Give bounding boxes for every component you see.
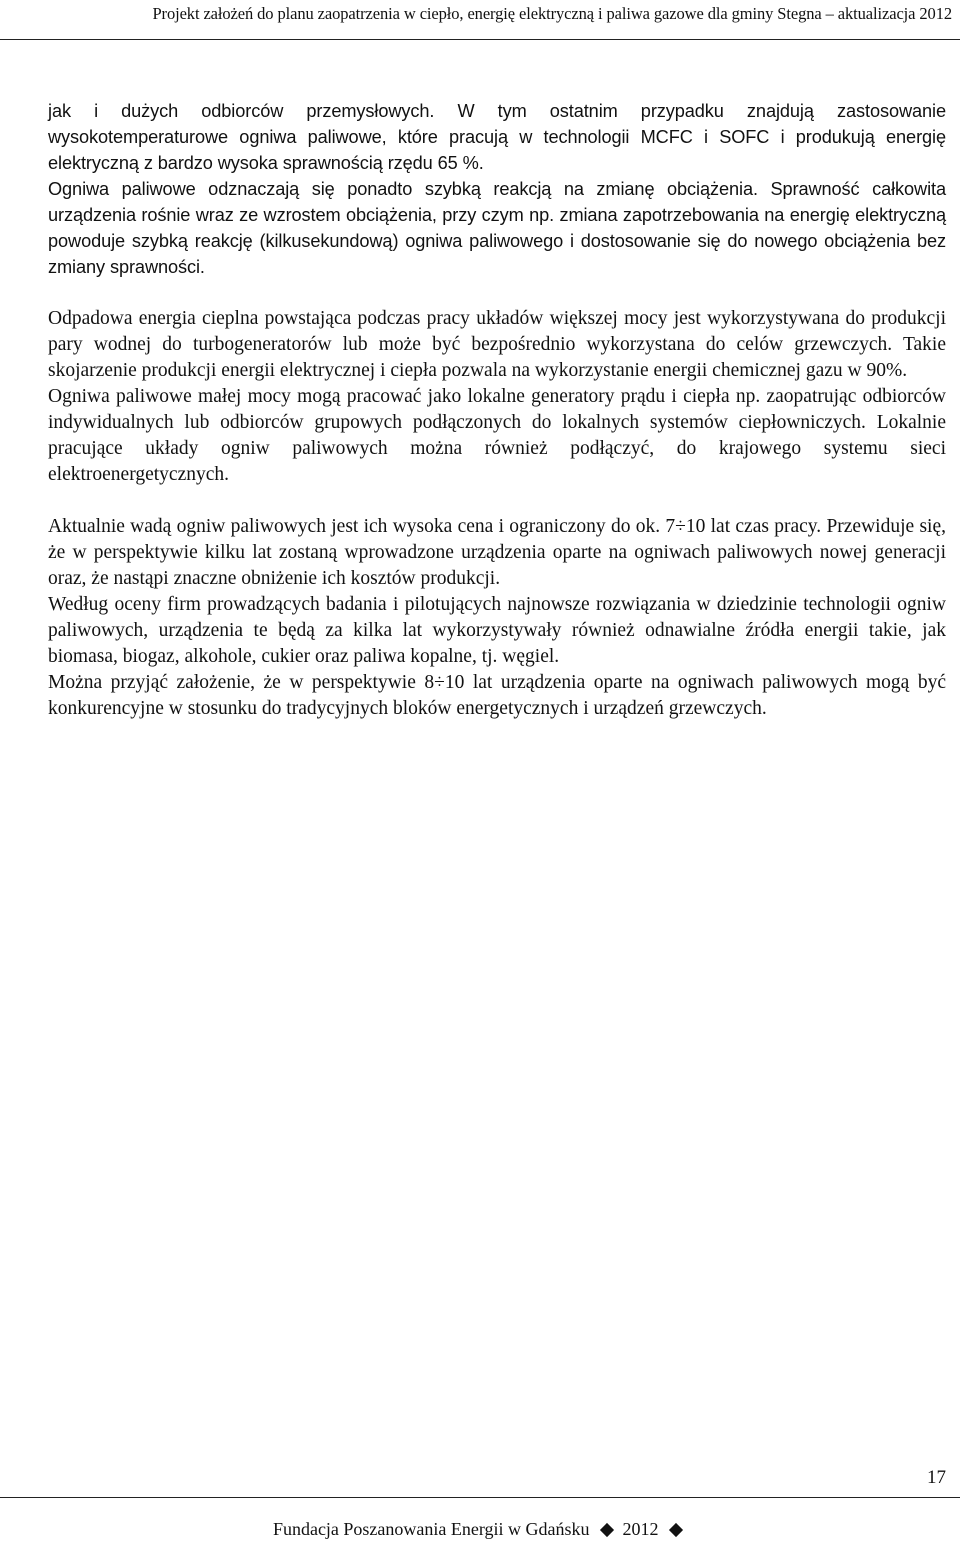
page-header: [0, 0, 960, 40]
header-title: Projekt założeń do planu zaopatrzenia w ciepło, energię elektryczną i paliwa gazowe dla gminy Stegna – aktualizacja 2012: [152, 4, 952, 23]
footer-year: 2012: [622, 1519, 659, 1539]
diamond-icon: [600, 1523, 614, 1537]
paragraph-3: Odpadowa energia cieplna powstająca podczas pracy układów większej mocy jest wykorzystywana do produkcji pary wodnej do turbogeneratorów lub może być bezpośrednio wykorzystana do celów grzewczych. Takie skojarzenie produkcji energii elektrycznej i ciepła pozwala na wykorzystanie energii chemicznej gazu w 90%.: [48, 308, 946, 381]
paragraph-6: Według oceny firm prowadzących badania i pilotujących najnowsze rozwiązania w dziedzinie technologii ogniw paliwowych, urządzenia te będą za kilka lat wykorzystywały również odnawialne źródła energii takie, jak biomasa, biogaz, alkohole, cukier oraz paliwa kopalne, tj. węgiel.: [48, 594, 946, 667]
paragraph-7: Można przyjąć założenie, że w perspektywie 8÷10 lat urządzenia oparte na ogniwach paliwowych mogą być konkurencyjne w stosunku do tradycyjnych bloków energetycznych i urządzeń grzewczych.: [48, 672, 946, 719]
paragraph-5: Aktualnie wadą ogniw paliwowych jest ich wysoka cena i ograniczony do ok. 7÷10 lat czas pracy. Przewiduje się, że w perspektywie kilku lat zostaną wprowadzone urządzenia oparte na ogniwach paliwowych nowej generacji oraz, że nastąpi znaczne obniżenie ich kosztów produkcji.: [48, 516, 946, 589]
paragraph-4: Ogniwa paliwowe małej mocy mogą pracować jako lokalne generatory prądu i ciepła np. zaopatrując odbiorców indywidualnych lub odbiorców grupowych podłączonych do lokalnych systemów ciepłowniczych. Lokalnie pracujące układy ogniw paliwowych można również podłączyć, do krajowego systemu sieci elektroenergetycznych.: [48, 386, 946, 485]
document-body: [48, 98, 946, 722]
page-number: 17: [927, 1467, 946, 1488]
page-footer: [0, 1518, 960, 1540]
diamond-icon: [669, 1523, 683, 1537]
paragraph-2: Ogniwa paliwowe odznaczają się ponadto szybką reakcją na zmianę obciążenia. Sprawność całkowita urządzenia rośnie wraz ze wzrostem obciążenia, przy czym np. zmiana zapotrzebowania na energię elektryczną powoduje szybką reakcję (kilkusekundową) ogniwa paliwowego i dostosowanie się do nowego obciążenia bez zmiany sprawności.: [48, 179, 946, 277]
footer-divider: [0, 1497, 960, 1498]
paragraph-1: jak i dużych odbiorców przemysłowych. W tym ostatnim przypadku znajdują zastosowanie wysokotemperaturowe ogniwa paliwowe, które pracują w technologii MCFC i SOFC i produkują energię elektryczną z bardzo wysoka sprawnością rzędu 65 %.: [48, 101, 946, 173]
footer-organization: Fundacja Poszanowania Energii w Gdańsku: [272, 1519, 590, 1539]
